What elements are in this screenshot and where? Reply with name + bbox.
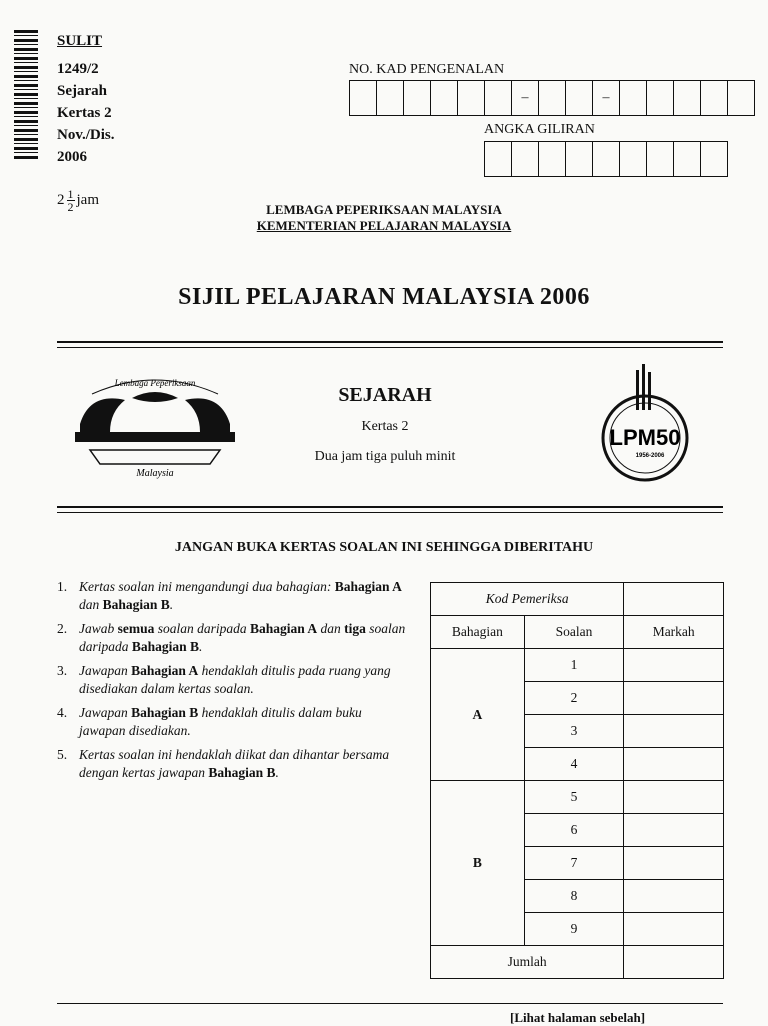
instruction-fragment: soalan daripada bbox=[79, 621, 406, 654]
left-logo-text-top: Lembaga Peperiksaan bbox=[114, 378, 196, 388]
question-number: 5 bbox=[524, 781, 624, 814]
examiner-table-title: Kod Pemeriksa bbox=[431, 583, 624, 616]
instruction-fragment: . bbox=[169, 597, 174, 612]
right-logo-years: 1956-2006 bbox=[635, 453, 665, 459]
instruction-fragment: Kertas soalan ini mengandungi dua bahagian: bbox=[79, 579, 335, 594]
digit-box[interactable] bbox=[701, 142, 727, 176]
paper-meta bbox=[57, 30, 115, 168]
exam-year: 2006 bbox=[57, 149, 87, 165]
marks-cell[interactable] bbox=[624, 814, 724, 847]
continue-text: [Lihat halaman sebelah] bbox=[510, 1010, 646, 1025]
duration-denominator: 2 bbox=[67, 200, 74, 214]
digit-box[interactable] bbox=[512, 142, 539, 176]
lpm50-logo-icon bbox=[590, 360, 710, 485]
section-a-label: A bbox=[431, 649, 525, 781]
digit-box[interactable] bbox=[377, 81, 404, 115]
instruction-fragment: Jawapan bbox=[79, 705, 132, 720]
total-marks-cell[interactable] bbox=[624, 946, 724, 979]
col-question-header: Soalan bbox=[524, 616, 624, 649]
instruction-text bbox=[79, 578, 407, 614]
digit-box[interactable] bbox=[458, 81, 485, 115]
instruction-fragment: Bahagian B bbox=[102, 597, 170, 612]
board-line-1: LEMBAGA PEPERIKSAAN MALAYSIA bbox=[266, 202, 502, 217]
instruction-number: 2. bbox=[57, 621, 68, 636]
digit-box[interactable] bbox=[674, 142, 701, 176]
instruction-fragment: hendaklah ditulis pada ruang yang disediakan dalam kertas soalan. bbox=[79, 663, 391, 696]
instruction-fragment: Bahagian A bbox=[334, 579, 402, 594]
exam-board bbox=[0, 202, 768, 234]
question-number: 8 bbox=[524, 880, 624, 913]
question-number: 9 bbox=[524, 913, 624, 946]
col-section-header: Bahagian bbox=[431, 616, 525, 649]
instruction-fragment: soalan daripada bbox=[154, 621, 251, 636]
marks-cell[interactable] bbox=[624, 715, 724, 748]
exam-session: Nov./Dis. bbox=[57, 127, 115, 143]
instruction-fragment: tiga bbox=[344, 621, 366, 636]
digit-box[interactable] bbox=[566, 81, 593, 115]
divider bbox=[57, 506, 723, 513]
question-number: 1 bbox=[524, 649, 624, 682]
instruction-text bbox=[79, 704, 407, 740]
digit-box[interactable] bbox=[485, 142, 512, 176]
instruction-text bbox=[79, 662, 407, 698]
warning-text: JANGAN BUKA KERTAS SOALAN INI SEHINGGA DIBERITAHU bbox=[174, 540, 594, 555]
instruction-text bbox=[79, 746, 407, 782]
instruction-number: 3. bbox=[57, 663, 68, 678]
total-label: Jumlah bbox=[431, 946, 624, 979]
duration-unit: jam bbox=[76, 191, 99, 208]
instruction-fragment: . bbox=[275, 765, 279, 780]
digit-box[interactable] bbox=[647, 81, 674, 115]
col-marks-header: Markah bbox=[624, 616, 724, 649]
index-number-label: ANGKA GILIRAN bbox=[484, 122, 595, 137]
instruction-fragment: hendaklah ditulis dalam buku jawapan disediakan. bbox=[79, 705, 362, 738]
left-logo-text-bottom: Malaysia bbox=[136, 468, 174, 479]
ic-number-boxes[interactable] bbox=[349, 80, 755, 116]
instructions-list bbox=[57, 578, 407, 788]
marks-cell[interactable] bbox=[624, 880, 724, 913]
subject-name: Sejarah bbox=[57, 83, 107, 99]
right-logo-text: LPM50 bbox=[609, 425, 681, 450]
subject-title: SEJARAH bbox=[338, 384, 432, 406]
question-number: 7 bbox=[524, 847, 624, 880]
divider bbox=[57, 341, 723, 348]
question-number: 3 bbox=[524, 715, 624, 748]
digit-box[interactable]: – bbox=[512, 81, 539, 115]
instruction-item bbox=[57, 578, 407, 614]
instruction-fragment: . bbox=[199, 639, 203, 654]
duration-whole: 2 bbox=[57, 191, 65, 208]
instruction-fragment: Jawab bbox=[79, 621, 118, 636]
digit-box[interactable] bbox=[350, 81, 377, 115]
instruction-fragment: Bahagian B bbox=[208, 765, 276, 780]
footer-divider bbox=[57, 1003, 723, 1004]
digit-box[interactable] bbox=[404, 81, 431, 115]
digit-box[interactable] bbox=[620, 81, 647, 115]
instruction-fragment: Jawapan bbox=[79, 663, 132, 678]
subject-duration: Dua jam tiga puluh minit bbox=[314, 449, 456, 464]
subject-block bbox=[260, 384, 510, 465]
instruction-number: 4. bbox=[57, 705, 68, 720]
instruction-number: 1. bbox=[57, 579, 68, 594]
section-b-label: B bbox=[431, 781, 525, 946]
marks-cell[interactable] bbox=[624, 913, 724, 946]
digit-box[interactable] bbox=[539, 81, 566, 115]
instruction-fragment: dan bbox=[79, 597, 103, 612]
instruction-text bbox=[79, 620, 407, 656]
question-number: 6 bbox=[524, 814, 624, 847]
instruction-fragment: Bahagian B bbox=[131, 705, 199, 720]
question-number: 4 bbox=[524, 748, 624, 781]
marks-cell[interactable] bbox=[624, 682, 724, 715]
examiner-table-blank bbox=[624, 583, 724, 616]
instruction-item bbox=[57, 620, 407, 656]
classification-label: SULIT bbox=[57, 33, 103, 49]
instruction-item bbox=[57, 746, 407, 782]
digit-box[interactable] bbox=[647, 142, 674, 176]
board-line-2: KEMENTERIAN PELAJARAN MALAYSIA bbox=[256, 218, 512, 233]
digit-box[interactable] bbox=[566, 142, 593, 176]
instruction-number: 5. bbox=[57, 747, 68, 762]
question-number: 2 bbox=[524, 682, 624, 715]
digit-box[interactable] bbox=[539, 142, 566, 176]
lembaga-peperiksaan-logo-icon bbox=[70, 372, 240, 482]
marks-cell[interactable] bbox=[624, 649, 724, 682]
instruction-fragment: semua bbox=[117, 621, 155, 636]
exam-title: SIJIL PELAJARAN MALAYSIA 2006 bbox=[178, 284, 590, 310]
paper-number: Kertas 2 bbox=[57, 105, 112, 121]
instruction-fragment: dan bbox=[317, 621, 345, 636]
marks-cell[interactable] bbox=[624, 847, 724, 880]
digit-box[interactable] bbox=[674, 81, 701, 115]
digit-box[interactable] bbox=[701, 81, 728, 115]
digit-box[interactable] bbox=[431, 81, 458, 115]
ic-number-label: NO. KAD PENGENALAN bbox=[349, 62, 505, 77]
digit-box[interactable]: – bbox=[593, 81, 620, 115]
duration-numerator: 1 bbox=[67, 187, 74, 201]
examiner-table bbox=[430, 582, 724, 979]
paper-code: 1249/2 bbox=[57, 61, 99, 77]
digit-box[interactable] bbox=[593, 142, 620, 176]
marks-cell[interactable] bbox=[624, 748, 724, 781]
marks-cell[interactable] bbox=[624, 781, 724, 814]
barcode bbox=[14, 30, 38, 160]
subject-paper: Kertas 2 bbox=[361, 419, 409, 434]
digit-box[interactable] bbox=[485, 81, 512, 115]
index-number-boxes[interactable] bbox=[484, 141, 728, 177]
instruction-fragment: Kertas soalan ini hendaklah diikat dan dihantar bersama dengan kertas jawapan bbox=[79, 747, 390, 780]
instruction-fragment: Bahagian B bbox=[131, 639, 200, 654]
instruction-item bbox=[57, 662, 407, 698]
digit-box[interactable] bbox=[620, 142, 647, 176]
digit-box[interactable] bbox=[728, 81, 754, 115]
instruction-fragment: Bahagian A bbox=[250, 621, 318, 636]
instruction-fragment: Bahagian A bbox=[131, 663, 199, 678]
instruction-item bbox=[57, 704, 407, 740]
